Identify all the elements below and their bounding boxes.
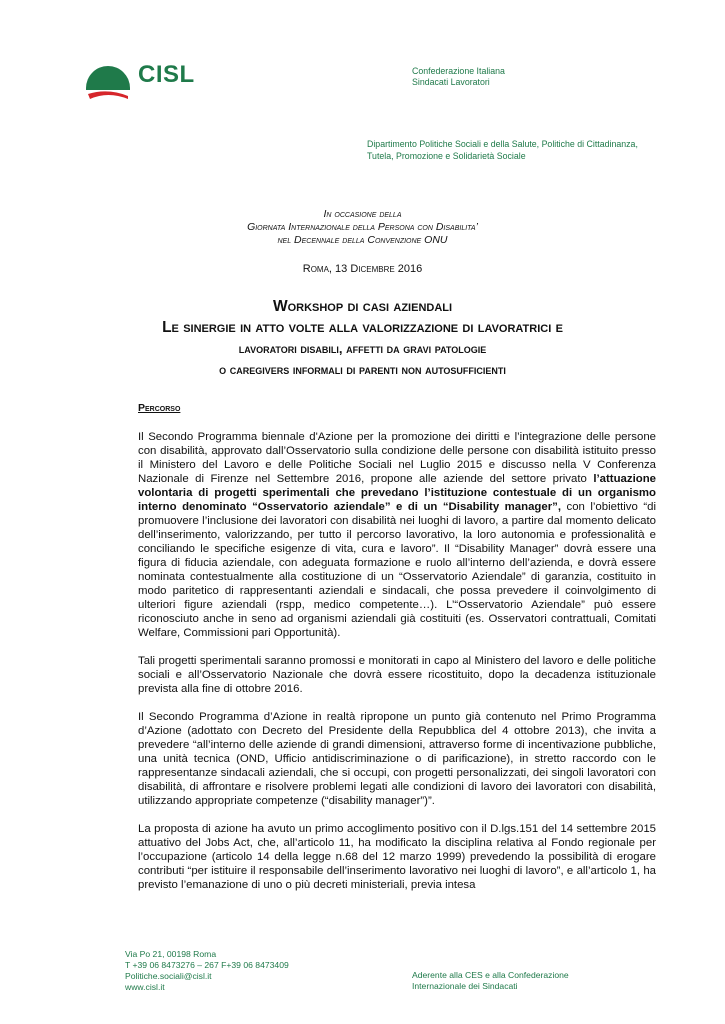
paragraph-1-bold: l’attuazione volontaria di progetti sperimentali che prevedano l’istituzione contestuale di un organismo interno denominato “Osservatorio aziendale” e di un “Disability manager”, xyxy=(138,473,656,513)
paragraph-1: Il Secondo Programma biennale d'Azione per la promozione dei diritti e l’integrazione delle persone con disabilità, approvato dall’Osservatorio sulla condizione delle persone con disabilità istituito presso il Ministero del Lavoro e delle Politiche Sociali nel Luglio 2015 e discusso nella V Conferenza Nazionale di Firenze nel Settembre 2016, propone alle aziende del settore privato l’attuazione volontaria di progetti sperimentali che prevedano l’istituzione contestuale di un organismo interno denominato “Osservatorio aziendale” e di un “Disability manager”, con l’obiettivo “di promuovere l’inclusione dei lavoratori con disabilità nei luoghi di lavoro, a partire dal momento delicato dell’inserimento, valorizzando, per tutto il percorso lavorativo, la loro autonomia e professionalità e conciliando le specifiche esigenze di vita, cura e lavoro”. Il “Disability Manager” dovrà essere una figura di fiducia aziendale, con adeguata formazione e ruolo all’interno dell’azienda, e dovrà essere nominata contestualmente alla costituzione di un “Osservatorio Aziendale” di garanzia, costituito in modo paritetico di rappresentanti aziendali e sindacali, che possa prevedere il coinvolgimento di ulteriori figure aziendali (rspp, medico competente…). L’“Osservatorio Aziendale” può essere riconosciuto anche in seno ad organismi aziendali già costituiti (es. Osservatori contrattuali, Comitati Welfare, Commissioni pari Opportunità). xyxy=(138,431,656,639)
affiliation-line-1: Aderente alla CES e alla Confederazione xyxy=(412,970,569,980)
section-heading: Percorso xyxy=(138,402,181,414)
title-line-2: Le sinergie in atto volte alla valorizzazione di lavoratrici e xyxy=(162,319,563,336)
footer-email-link[interactable]: Politiche.sociali@cisl.it xyxy=(125,971,212,981)
title-line-1: Workshop di casi aziendali xyxy=(272,298,453,315)
occasion-block xyxy=(0,208,725,247)
cisl-logo xyxy=(84,56,214,108)
footer-affiliation xyxy=(412,970,569,992)
logo-text: CISL xyxy=(138,61,195,88)
department-name xyxy=(367,138,638,162)
title-line-4: o caregivers informali di parenti non autosufficienti xyxy=(219,362,506,377)
paragraph-4: La proposta di azione ha avuto un primo accoglimento positivo con il D.lgs.151 del 14 settembre 2015 attuativo del Jobs Act, che, all’articolo 11, ha modificato la disciplina relativa al Fondo regionale per l’occupazione (articolo 14 della legge n.68 del 12 marzo 1999) prevedendo la possibilità di erogare contributi “per istituire il responsabile dell’inserimento lavorativo nei luoghi di lavoro”, e all’articolo 1, ha previsto l’emanazione di uno o più decreti ministeriali, previa intesa xyxy=(138,823,656,891)
org-line-1: Confederazione Italiana xyxy=(412,66,505,76)
org-name xyxy=(412,66,505,88)
dept-line-2: Tutela, Promozione e Solidarietà Sociale xyxy=(367,151,526,161)
occasion-line-2: Giornata Internazionale della Persona con Disabilita’ xyxy=(247,221,478,233)
affiliation-line-2: Internazionale dei Sindacati xyxy=(412,981,518,991)
footer-contacts xyxy=(125,949,289,993)
title-line-3: lavoratori disabili, affetti da gravi patologie xyxy=(238,341,487,356)
cisl-logo-icon xyxy=(84,58,132,106)
org-line-2: Sindacati Lavoratori xyxy=(412,77,490,87)
footer-phone: T +39 06 8473276 – 267 F+39 06 8473409 xyxy=(125,960,289,970)
occasion-line-1: In occasione della xyxy=(323,208,402,220)
occasion-line-3: nel Decennale della Convenzione ONU xyxy=(277,234,448,246)
document-title xyxy=(0,296,725,380)
body-text xyxy=(138,430,656,906)
footer-website-link[interactable]: www.cisl.it xyxy=(125,982,165,992)
paragraph-2: Tali progetti sperimentali saranno promossi e monitorati in capo al Ministero del lavoro e delle politiche sociali e all’Osservatorio Nazionale che dovrà essere ricostituito, dopo la decadenza istituzionale prevista alla fine di ottobre 2016. xyxy=(138,655,656,695)
footer-address: Via Po 21, 00198 Roma xyxy=(125,949,217,959)
paragraph-3: Il Secondo Programma d’Azione in realtà ripropone un punto già contenuto nel Primo Programma d’Azione (adottato con Decreto del Presidente della Repubblica del 4 ottobre 2013), che invita a prevedere “all’interno delle aziende di grandi dimensioni, attraverso forme di incentivazione pubbliche, una unità tecnica (OND, Ufficio antidiscriminazione o di parificazione), in stretto raccordo con le rappresentanze sindacali aziendali, che si occupi, con progetti personalizzati, dei singoli lavoratori con disabilità, di affrontare e risolvere problemi legati alle condizioni di lavoro dei lavoratori con disabilità, utilizzando appropriate competenze (“disability manager”)”. xyxy=(138,711,656,807)
dept-line-1: Dipartimento Politiche Sociali e della Salute, Politiche di Cittadinanza, xyxy=(367,139,638,149)
date-line: Roma, 13 Dicembre 2016 xyxy=(302,263,423,275)
